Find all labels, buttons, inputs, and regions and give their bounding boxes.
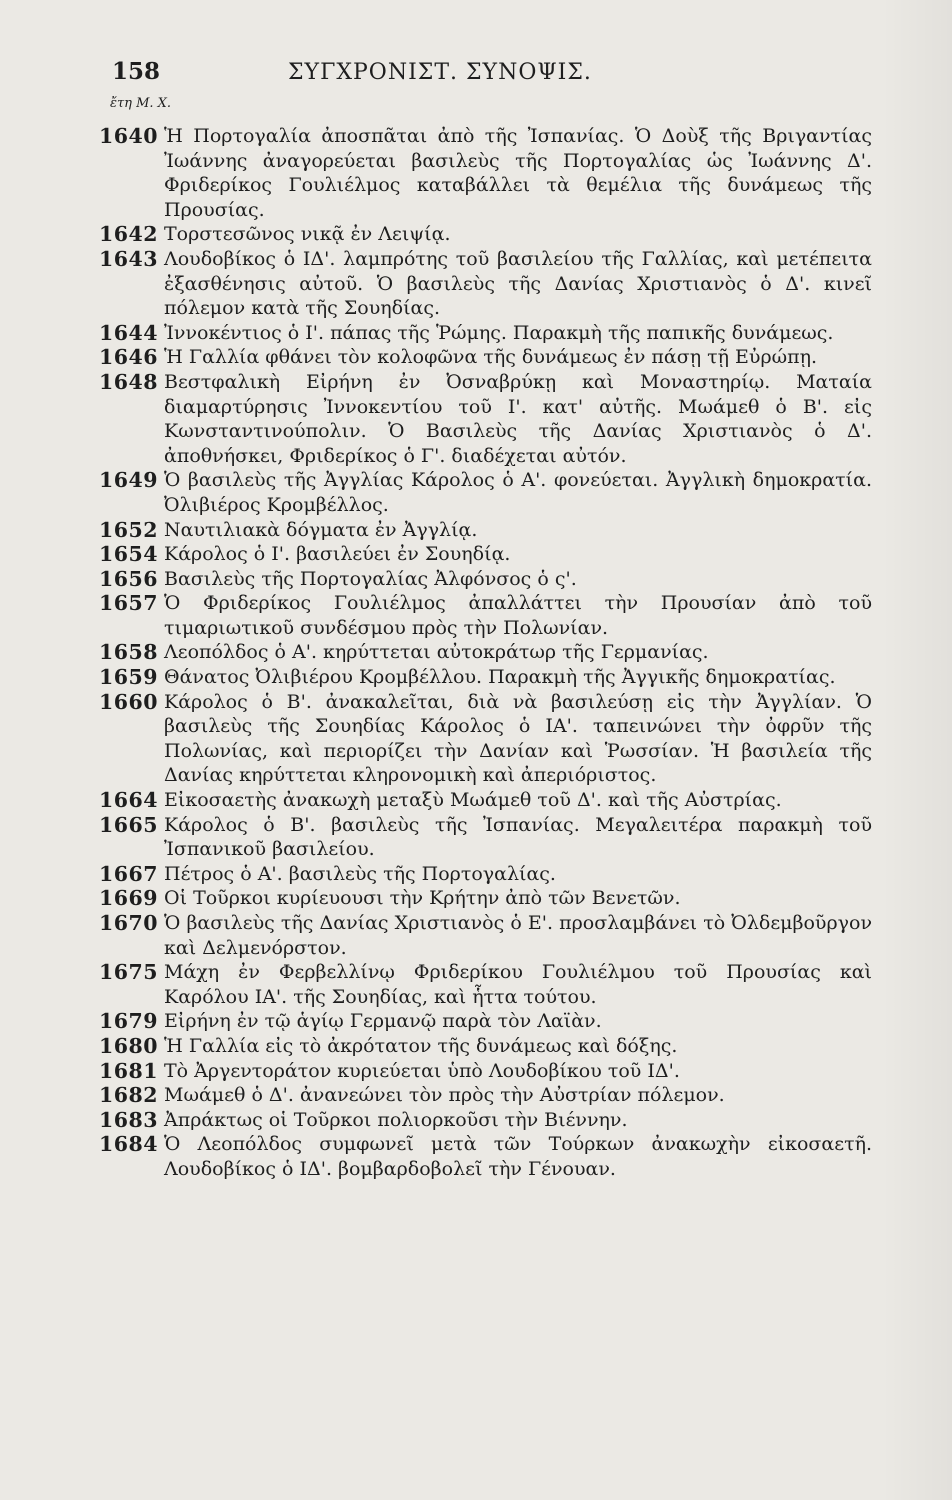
entry-year: 1643 [98,246,158,271]
entry [72,1083,872,1108]
entry [72,591,872,640]
entry-year: 1682 [98,1083,158,1108]
entry-year: 1683 [98,1107,158,1132]
entry-text: Ὁ Λεοπόλδος συμφωνεῖ μετὰ τῶν Τούρκων ἀνακωχὴν εἰκοσαετῆ. Λουδοβίκος ὁ ΙΔ'. βομβαρδοβολεῖ τὴν Γένουαν. [164,1133,872,1180]
entry [72,1034,872,1059]
entry-year: 1670 [98,911,158,935]
entry-text: Βεστφαλικὴ Εἰρήνη ἐν Ὀσναβρύκῃ καὶ Μοναστηρίῳ. Ματαία διαμαρτύρησις Ἰννοκεντίου τοῦ Ι'. κατ' αὐτῆς. Μωάμεθ ὁ Β'. εἰς Κωνσταντινούπολιν. Ὁ Βασιλεὺς τῆς Δανίας Χριστιανὸς ὁ Δ'. ἀποθνήσκει, Φριδερίκος ὁ Γ'. διαδέχεται αὐτόν. [164,370,872,467]
entry [72,1009,872,1034]
entry [72,1059,872,1084]
entry-text: Πέτρος ὁ Α'. βασιλεὺς τῆς Πορτογαλίας. [164,862,556,885]
entry-year: 1667 [98,861,158,886]
entry-year: 1657 [98,591,158,616]
entry-year: 1652 [98,517,158,542]
entry [72,1108,872,1133]
entry-year: 1642 [98,222,158,247]
entry-year: 1669 [98,886,158,911]
entry-text: Τὸ Ἀργεντοράτον κυριεύεται ὑπὸ Λουδοβίκου τοῦ ΙΔ'. [164,1059,680,1082]
entry-text: Κάρολος ὁ Ι'. βασιλεύει ἐν Σουηδίᾳ. [164,543,511,566]
entry-text: Βασιλεὺς τῆς Πορτογαλίας Ἀλφόνσος ὁ ς'. [164,567,577,590]
entry-year: 1660 [98,689,158,714]
entry [72,960,872,1009]
entry-text: Οἱ Τοῦρκοι κυρίευουσι τὴν Κρήτην ἀπὸ τῶν Βενετῶν. [164,887,681,910]
entry-text: Κάρολος ὁ Β'. βασιλεὺς τῆς Ἰσπανίας. Μεγαλειτέρα παρακμὴ τοῦ Ἰσπανικοῦ βασιλείου. [164,813,872,861]
entry-text: Ὁ βασιλεὺς τῆς Ἀγγλίας Κάρολος ὁ Α'. φονεύεται. Ἀγγλικὴ δημοκρατία. Ὀλιβιέρος Κρομβέλλος. [164,469,872,516]
entry [72,222,872,247]
entry-year: 1680 [98,1033,158,1058]
entry [72,1132,872,1181]
running-title: ΣΥΓΧΡΟΝΙΣΤ. ΣΥΝΟΨΙΣ. [288,60,592,85]
entry-year: 1646 [98,345,158,370]
entry-text: Ἰννοκέντιος ὁ Ι'. πάπας τῆς Ῥώμης. Παρακμὴ τῆς παπικῆς δυνάμεως. [164,321,834,344]
entry-text: Ἡ Πορτογαλία ἀποσπᾶται ἀπὸ τῆς Ἰσπανίας. Ὁ Δοὺξ τῆς Βριγαντίας Ἰωάννης ἀναγορεύεται βασιλεὺς τῆς Πορτογαλίας ὡς Ἰωάννης Δ'. Φριδερίκος Γουλιέλμος καταβάλλει τὰ θεμέλια τῆς δυνάμεως τῆς Προυσίας. [164,125,872,221]
entry [72,665,872,690]
entry [72,886,872,911]
entry-year: 1644 [98,320,158,345]
entry-year: 1684 [98,1132,158,1157]
entry [72,567,872,592]
entry-text: Λουδοβίκος ὁ ΙΔ'. λαμπρότης τοῦ βασιλείου τῆς Γαλλίας, καὶ μετέπειτα ἐξασθένησις αὐτοῦ. Ὁ βασιλεὺς τῆς Δανίας Χριστιανὸς ὁ Δ'. κινεῖ πόλεμον κατὰ τῆς Σουηδίας. [164,247,872,320]
entry-text: Μωάμεθ ὁ Δ'. ἀνανεώνει τὸν πρὸς τὴν Αὐστρίαν πόλεμον. [164,1084,725,1107]
entry-text: Εἰρήνη ἐν τῷ ἁγίῳ Γερμανῷ παρὰ τὸν Λαϊὰν. [164,1010,602,1033]
entry-year: 1656 [98,566,158,591]
entry [72,468,872,517]
entry-text: Ὁ Φριδερίκος Γουλιέλμος ἀπαλλάττει τὴν Προυσίαν ἀπὸ τοῦ τιμαριωτικοῦ συνδέσμου πρὸς τὴν Πολωνίαν. [164,592,872,639]
entry-text: Κάρολος ὁ Β'. ἀνακαλεῖται, διὰ νὰ βασιλεύσῃ εἰς τὴν Ἀγγλίαν. Ὁ βασιλεὺς τῆς Σουηδίας Κάρολος ὁ ΙΑ'. ταπεινώνει τὴν ὀφρῦν τῆς Πολωνίας, καὶ περιορίζει τὴν Δανίαν καὶ Ῥωσσίαν. Ἡ βασιλεία τῆς Δανίας κηρύττεται κληρονομικὴ καὶ ἀπεριόριστος. [164,690,872,787]
entry-year: 1681 [98,1058,158,1083]
entry-text: Θάνατος Ὀλιβιέρου Κρομβέλλου. Παρακμὴ τῆς Ἀγγικῆς δημοκρατίας. [164,666,836,689]
entry-text: Τορστεσῶνος νικᾷ ἐν Λειψίᾳ. [164,223,451,246]
entry [72,690,872,788]
entry-year: 1649 [98,468,158,493]
facing-page-bleed [882,0,952,1500]
entry [72,862,872,887]
entry [72,124,872,222]
entry [72,788,872,813]
entry [72,518,872,543]
entry [72,542,872,567]
entry-year: 1679 [98,1009,158,1034]
entry [72,321,872,346]
entry-text: Εἰκοσαετὴς ἀνακωχὴ μεταξὺ Μωάμεθ τοῦ Δ'. καὶ τῆς Αὐστρίας. [164,789,782,812]
entry-year: 1665 [98,812,158,837]
entry-text: Ἀπράκτως οἱ Τοῦρκοι πολιορκοῦσι τὴν Βιέννην. [164,1108,628,1131]
entry-year: 1640 [98,124,158,148]
entry [72,247,872,321]
entry [72,813,872,862]
entry-year: 1675 [98,960,158,985]
entry-text: Μάχη ἐν Φερβελλίνῳ Φριδερίκου Γουλιέλμου τοῦ Προυσίας καὶ Καρόλου ΙΑ'. τῆς Σουηδίας, καὶ ἧττα τούτου. [164,961,872,1008]
entry-year: 1664 [98,788,158,813]
entry [72,640,872,665]
entry-year: 1659 [98,665,158,690]
column-label: ἔτη Μ. Χ. [110,96,172,111]
entry-year: 1654 [98,542,158,567]
page-header [112,58,912,92]
entry-text: Ἡ Γαλλία φθάνει τὸν κολοφῶνα τῆς δυνάμεως ἐν πάσῃ τῇ Εὐρώπῃ. [164,346,818,369]
entry-text: Λεοπόλδος ὁ Α'. κηρύττεται αὐτοκράτωρ τῆς Γερμανίας. [164,641,709,664]
chronology-list [72,124,872,1182]
entry-text: Ἡ Γαλλία εἰς τὸ ἀκρότατον τῆς δυνάμεως καὶ δόξης. [164,1034,678,1057]
entry-text: Ναυτιλιακὰ δόγματα ἐν Ἀγγλίᾳ. [164,518,478,541]
entry [72,370,872,468]
entry-year: 1658 [98,640,158,665]
entry-text: Ὁ βασιλεὺς τῆς Δανίας Χριστιανὸς ὁ Ε'. προσλαμβάνει τὸ Ὀλδεμβοῦργον καὶ Δελμενόρστον. [164,912,872,959]
entry [72,911,872,960]
entry-year: 1648 [98,369,158,394]
entry [72,345,872,370]
page-number: 158 [112,58,161,85]
